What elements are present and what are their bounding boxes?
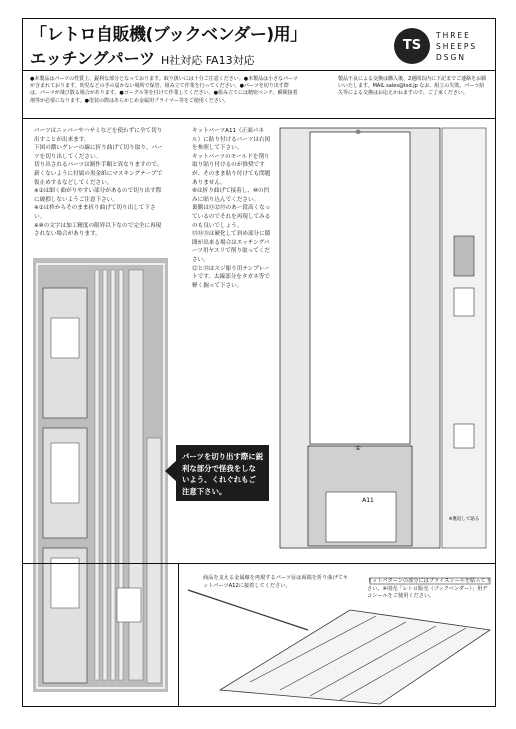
warning-callout: パーツを切り出す際に鋭利な部分で怪我をしないよう、くれぐれもご注意下さい。 [176, 445, 269, 501]
instructions-right [192, 127, 272, 290]
instruction-item: ※①は細く曲がりやすい部分があるので切り出す際に破損しないようご注意下さい。 [34, 188, 162, 203]
return-button [454, 424, 474, 448]
instruction-item: 切り出されるパーツは制作手順と異なりますので、新くないように付属の黒金紙にマスキングテープで仮止めするなどしてください。 [34, 162, 163, 186]
part-price-plate [117, 588, 141, 622]
instruction-item: キットパーツA11（正面パネル）に貼り付けるパーツは右図を参照して下さい。 [192, 128, 271, 152]
part-window-b [51, 443, 79, 503]
part-strip-1 [95, 270, 99, 680]
logo-line3: DSGN [436, 53, 466, 62]
instruction-item: パーツはニッパーやハサミなどを使わずに全て切り出すことが出来ます。 [34, 128, 163, 143]
instruction-item: ⑬⑭⑮は硬化して斜め部分に隙間が出来る場合はエッチングパーツ用ヤスリで削り取ってください。 [192, 231, 271, 263]
page-title-line2 [30, 46, 255, 69]
compat-label: H社対応 FA13対応 [160, 54, 255, 67]
part-window-c [51, 558, 79, 608]
part-strip-3 [111, 270, 115, 680]
price-window [454, 288, 474, 316]
wire-note: 商品を支える金属線を再現するパーツ⑯は両端を折り曲げてキットパーツA12に接着してください。 [203, 575, 349, 589]
part-window-a [51, 318, 79, 358]
instruction-item: 裏側は⑪⑫⑬のあー段高くなっているのでそれを再現してみるのも良いでしょう。 [192, 205, 271, 229]
notice-rule [22, 118, 496, 119]
part-side-bar [147, 438, 161, 683]
label-side-note: ※裏返して貼る [448, 517, 480, 522]
front-panel-diagram [278, 124, 488, 554]
instruction-item: キットパーツのモールドを削り取り貼り付けるのが推奨ですが、そのまま貼り付けても問題ありません。 [192, 153, 271, 186]
instruction-item: ⑥は折り曲げて接着し、⑩の凹みに貼り込んでください。 [192, 188, 270, 203]
instruction-item: 下図の濃いグレーの線に折り曲げて切り取り、パーツを切り出してください。 [34, 145, 163, 160]
bottom-divider [178, 563, 179, 707]
label-a11: A11 [362, 497, 374, 504]
shelf-tray [220, 610, 490, 704]
label-top: ⑦ [355, 129, 361, 136]
logo-mark: TS [394, 28, 430, 64]
front-panel-svg [278, 124, 488, 554]
panel-window [310, 132, 410, 444]
instruction-item: ⑫と⑬はスジ彫り用テンプレートです。太線部分をタガネ等で軽く掘って下さい。 [192, 265, 270, 289]
wire-part [188, 590, 308, 630]
coin-slot [454, 236, 474, 276]
etching-sheet-svg [33, 258, 168, 692]
instructions-left [34, 127, 166, 239]
instruction-item: ※⑩の文字は加工精度の限界以下なので完全に再現されない場合があります。 [34, 222, 162, 238]
logo-line1: THREE [436, 31, 471, 40]
label-mid: ① [355, 445, 361, 452]
etching-sheet-diagram [33, 258, 168, 692]
safety-notice: ●本製品はパーツの性質上、鋭利な部分となっております。取り扱いには十分ご注意ください。●本製品は小さなパーツが含まれております。幼児などの手の届かない場所で保管、組み立て作業を行ってください。●パーツを切り出す際は、パーツが飛び散る場合があります。●ゴーグル等を付けて作業してください。●組み立てには精密ペンチ、瞬間接着剤等が必要になります。●塗装の際はあらかじめ金属用プライマー等をご使用ください。 [30, 76, 298, 104]
brand-logo [394, 24, 484, 68]
panel-side [442, 128, 486, 548]
support-notice: 製品不良による交換は購入後、2週間以内に下記までご連絡をお願いいたします。MAIL sales@tsd.jp なお、組立の失敗、パーツ紛失等による交換はお応えかねますので、ご了承ください。 [338, 76, 487, 97]
logo-line2: SHEEPS [436, 42, 478, 51]
panel-slot [326, 492, 396, 542]
part-strip-2 [103, 270, 107, 680]
logo-wordmark [436, 30, 477, 63]
page-title-product: エッチングパーツ [30, 49, 155, 68]
section-divider [22, 563, 496, 564]
instruction-item: ※①は枠からそのまま折り曲げて切り出して下さい。 [34, 205, 156, 220]
price-seal-note: ドットパターンの部分にはプライスシールを貼って下さい。※別売「レトロ販売（ブックベンダー）」用デコシールをご使用ください。 [367, 578, 491, 600]
page-title-line1: 「レトロ自販機(ブックベンダー)用」 [30, 25, 307, 45]
header-rule [22, 70, 496, 71]
